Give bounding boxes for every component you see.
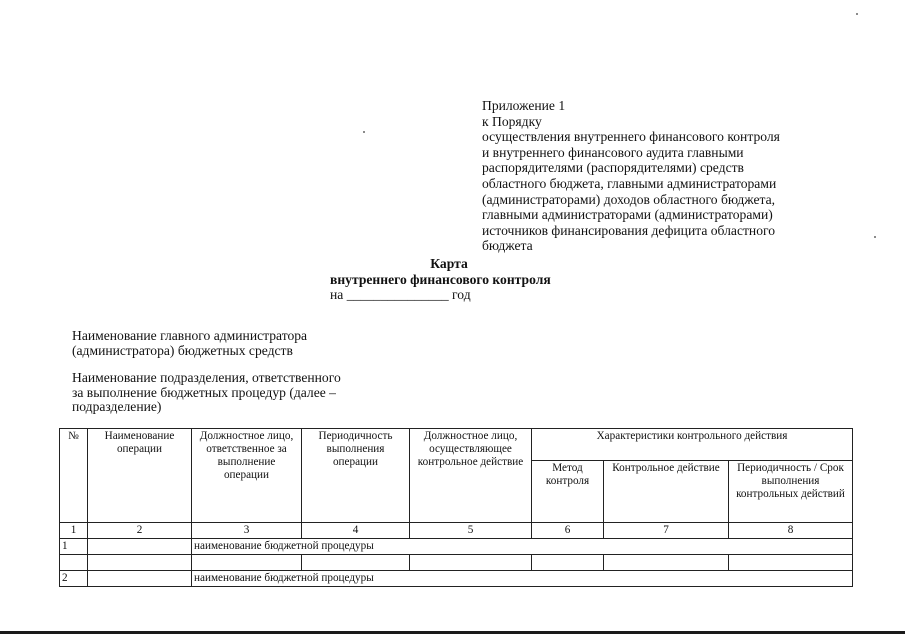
table-cell: [410, 555, 532, 571]
column-numbers-row: [60, 523, 853, 539]
header-responsible: Должностное лицо, ответственное за выполнение операции: [192, 429, 302, 523]
scan-speck: [856, 13, 858, 15]
header-control-characteristics: Характеристики контрольного действия: [532, 429, 853, 461]
table-cell: [88, 571, 192, 587]
title-line-2: внутреннего финансового контроля: [330, 271, 551, 287]
procedure-name-cell: наименование бюджетной процедуры: [192, 571, 853, 587]
appendix-line: главными администраторами (администраторами): [482, 207, 773, 223]
table-cell: [192, 555, 302, 571]
column-number: 1: [60, 523, 88, 539]
title-year-line: на _______________ год: [330, 287, 471, 303]
appendix-line: областного бюджета, главными администраторами: [482, 175, 777, 191]
table-cell: [60, 555, 88, 571]
table-row: [60, 571, 853, 587]
admin-label-line: (администратора) бюджетных средств: [72, 342, 293, 358]
header-controller: Должностное лицо, осуществляющее контрольное действие: [410, 429, 532, 523]
admin-name-label: [72, 329, 307, 358]
row-number: 1: [60, 539, 88, 555]
control-map-table: [59, 428, 853, 587]
document-title: [330, 256, 590, 303]
title-line-1: Карта: [430, 256, 468, 271]
appendix-line: бюджета: [482, 238, 533, 254]
division-label-line: подразделение): [72, 399, 162, 415]
column-number: 3: [192, 523, 302, 539]
appendix-line: (администраторами) доходов областного бюджета,: [482, 191, 776, 207]
appendix-line: и внутреннего финансового аудита главными: [482, 144, 744, 160]
scan-edge-line: [0, 631, 905, 634]
division-label-line: Наименование подразделения, ответственного: [72, 370, 341, 385]
scan-speck: [363, 131, 365, 133]
table-cell: [604, 555, 729, 571]
column-number: 7: [604, 523, 729, 539]
appendix-line: Приложение 1: [482, 98, 566, 113]
appendix-note: [482, 98, 827, 254]
column-number: 5: [410, 523, 532, 539]
appendix-line: осуществления внутреннего финансового контроля: [482, 129, 780, 145]
table-cell: [88, 539, 192, 555]
table-cell: [88, 555, 192, 571]
column-number: 8: [729, 523, 853, 539]
header-control-action: Контрольное действие: [604, 461, 729, 523]
table-row: [60, 539, 853, 555]
table-row: [60, 555, 853, 571]
header-period-term: Периодичность / Срок выполнения контрольных действий: [729, 461, 853, 523]
header-operation: Наименование операции: [88, 429, 192, 523]
appendix-line: источников финансирования дефицита областного: [482, 222, 776, 238]
column-number: 4: [302, 523, 410, 539]
column-number: 6: [532, 523, 604, 539]
header-number: №: [60, 429, 88, 523]
appendix-line: к Порядку: [482, 113, 542, 129]
division-label-line: за выполнение бюджетных процедур (далее –: [72, 384, 336, 400]
table-cell: [532, 555, 604, 571]
header-method: Метод контроля: [532, 461, 604, 523]
division-name-label: [72, 371, 341, 415]
column-number: 2: [88, 523, 192, 539]
header-periodicity: Периодичность выполнения операции: [302, 429, 410, 523]
scan-speck: [874, 236, 876, 238]
table-cell: [302, 555, 410, 571]
row-number: 2: [60, 571, 88, 587]
procedure-name-cell: наименование бюджетной процедуры: [192, 539, 853, 555]
appendix-line: распорядителями (распорядителями) средств: [482, 160, 744, 176]
admin-label-line: Наименование главного администратора: [72, 328, 308, 343]
table-header-row: [60, 429, 853, 461]
table-cell: [729, 555, 853, 571]
